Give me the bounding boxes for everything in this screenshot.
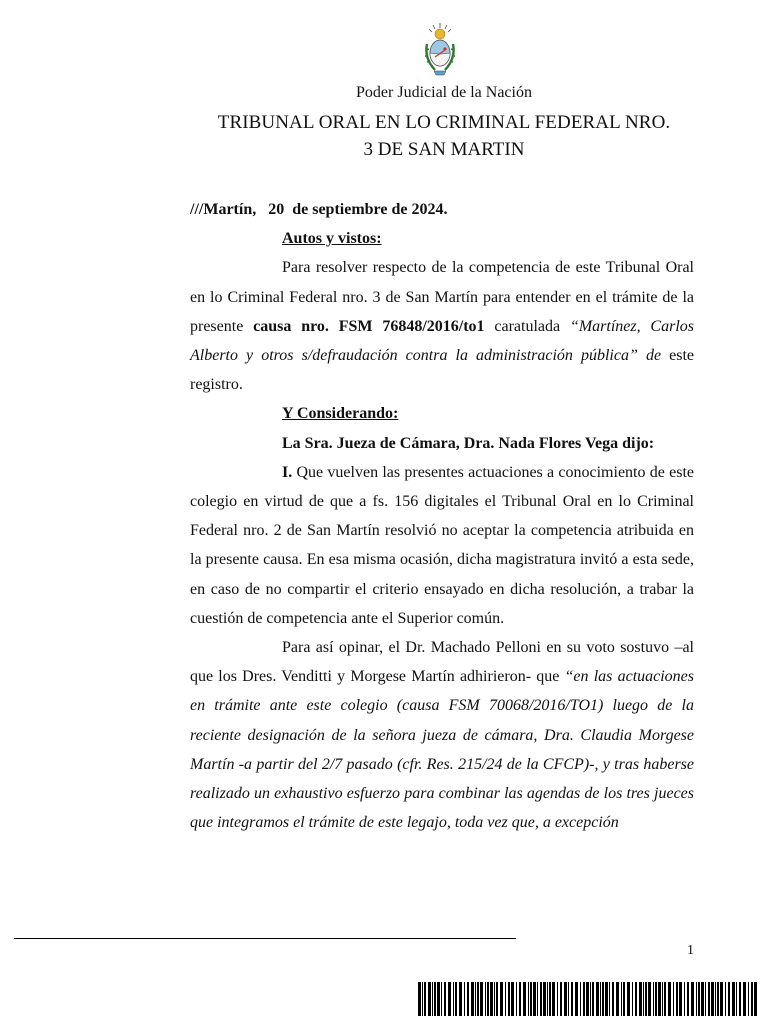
case-number: causa nro. FSM 76848/2016/to1 (253, 317, 485, 335)
p2-text: Que vuelven las presentes actuaciones a conocimiento de este colegio en virtud de que a fs. 156 digitales el Tribunal Oral en lo Criminal Federal nro. 2 de San Martín resolvió no aceptar la competencia atribuida en la presente causa. En esa misma ocasión, dicha magistratura invitó a esta sede, en caso de no compartir el criterio ensayado en dicha resolución, a trabar la cuestión de competencia ante el Superior común. (190, 463, 694, 627)
court-name: Poder Judicial de la Nación (356, 84, 532, 101)
tribunal-title-line1: TRIBUNAL ORAL EN LO CRIMINAL FEDERAL NRO. (217, 112, 671, 133)
date-line: ///Martín, 20 de septiembre de 2024. (190, 201, 448, 218)
document-body (190, 195, 694, 837)
p1-text-a: Para resolver respecto de la competencia de este Tribunal Oral en lo Criminal Federal nro. 3 de San Martín para entender en el trámite de la presente (190, 259, 694, 335)
paragraph-3 (190, 633, 694, 837)
p3-text: Para así opinar, el Dr. Machado Pelloni en su voto sostuvo –al que los Dres. Venditti y Morgese Martín adhirieron- que (190, 639, 694, 686)
coat-of-arms-icon (422, 20, 458, 80)
paragraph-2 (190, 458, 694, 633)
section-number: I. (282, 463, 293, 481)
tribunal-title-line2: 3 DE SAN MARTIN (363, 139, 525, 160)
autos-heading-line (190, 224, 694, 253)
p1-text-c: caratulada (484, 317, 570, 335)
case-caption: “Martínez, Carlos Alberto y otros s/defraudación contra la administración pública” de (190, 317, 694, 365)
autos-heading: Autos y vistos: (282, 230, 382, 248)
p1-text-e: este registro. (190, 347, 695, 394)
paragraph-1 (190, 253, 694, 399)
footer-divider (14, 938, 516, 939)
barcode-icon (418, 982, 758, 1016)
judge-line: La Sra. Jueza de Cámara, Dra. Nada Flores Vega dijo: (282, 434, 655, 452)
considerando-heading: Y Considerando: (282, 405, 399, 423)
page-number: 1 (687, 943, 694, 958)
p3-quote: “en las actuaciones en trámite ante este colegio (causa FSM 70068/2016/TO1) luego de la reciente designación de la señora jueza de cámara, Dra. Claudia Morgese Martín -a partir del 2/7 pasado (cfr. Res. 215/24 de la CFCP)-, y tras haberse realizado un exhaustivo esfuerzo para combinar las agendas de los tres jueces que integramos el trámite de este legajo, toda vez que, a excepción (190, 668, 695, 832)
considerando-heading-line (190, 399, 694, 428)
